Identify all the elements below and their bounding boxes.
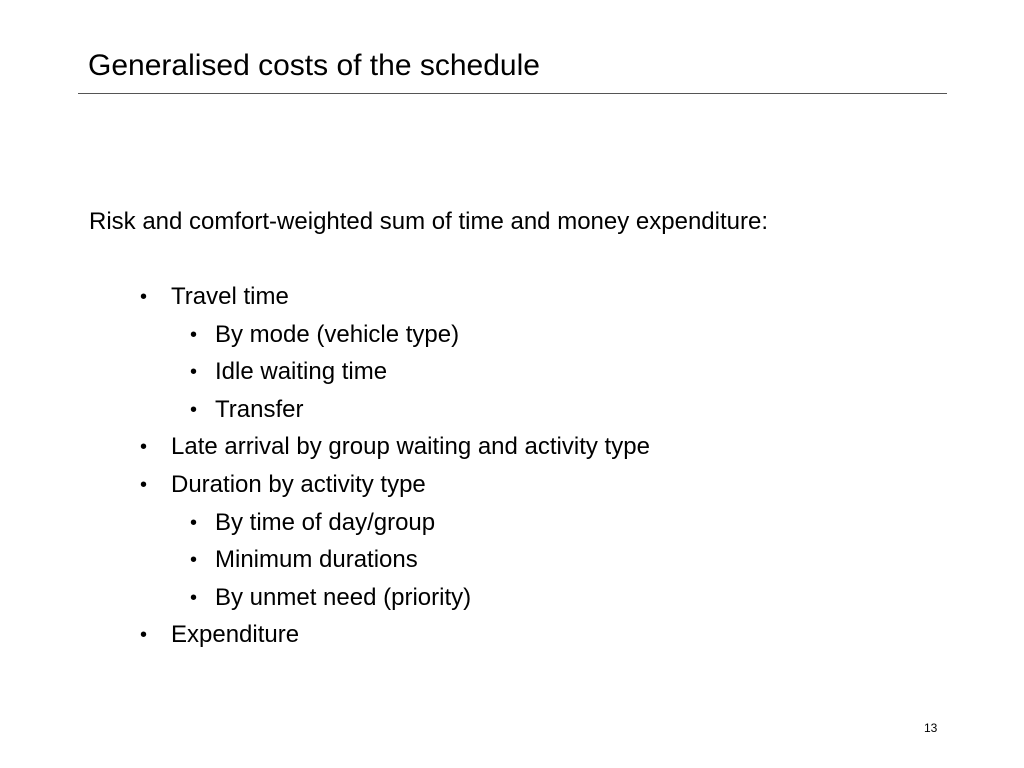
bullet-point-icon: • — [140, 436, 148, 459]
bullet-point-icon: • — [190, 586, 198, 609]
bullet-point-icon: • — [190, 511, 198, 534]
intro-text: Risk and comfort-weighted sum of time and money expenditure: — [89, 208, 768, 235]
bullet-point-icon: • — [140, 286, 148, 308]
sub-bullet-item — [0, 581, 1024, 619]
bullet-point-icon: • — [190, 361, 198, 384]
title-divider — [78, 93, 947, 94]
bullet-item — [0, 280, 1024, 318]
bullet-item — [0, 430, 1024, 468]
sub-bullet-text: Transfer — [215, 395, 304, 423]
bullet-point-icon: • — [190, 323, 198, 346]
bullet-list — [0, 280, 1024, 656]
sub-bullet-text: By mode (vehicle type) — [215, 320, 460, 348]
sub-bullet-item — [0, 355, 1024, 393]
sub-bullet-item — [0, 506, 1024, 544]
sub-bullet-item — [0, 393, 1024, 431]
bullet-point-icon: • — [190, 549, 198, 572]
slide-title: Generalised costs of the schedule — [88, 49, 540, 82]
bullet-item — [0, 468, 1024, 506]
bullet-point-icon: • — [140, 624, 148, 647]
bullet-point-icon: • — [140, 473, 148, 496]
bullet-text: Duration by activity type — [171, 470, 426, 498]
bullet-item — [0, 618, 1024, 656]
bullet-text: Travel time — [171, 283, 289, 310]
page-number: 13 — [924, 721, 938, 735]
sub-bullet-text: Idle waiting time — [215, 358, 388, 386]
sub-bullet-item — [0, 318, 1024, 356]
bullet-text: Expenditure — [171, 621, 300, 649]
sub-bullet-text: By time of day/group — [215, 508, 436, 536]
sub-bullet-text: By unmet need (priority) — [215, 583, 472, 611]
sub-bullet-text: Minimum durations — [215, 546, 418, 574]
sub-bullet-item — [0, 543, 1024, 581]
bullet-text: Late arrival by group waiting and activity type — [171, 433, 650, 461]
bullet-point-icon: • — [190, 398, 198, 421]
